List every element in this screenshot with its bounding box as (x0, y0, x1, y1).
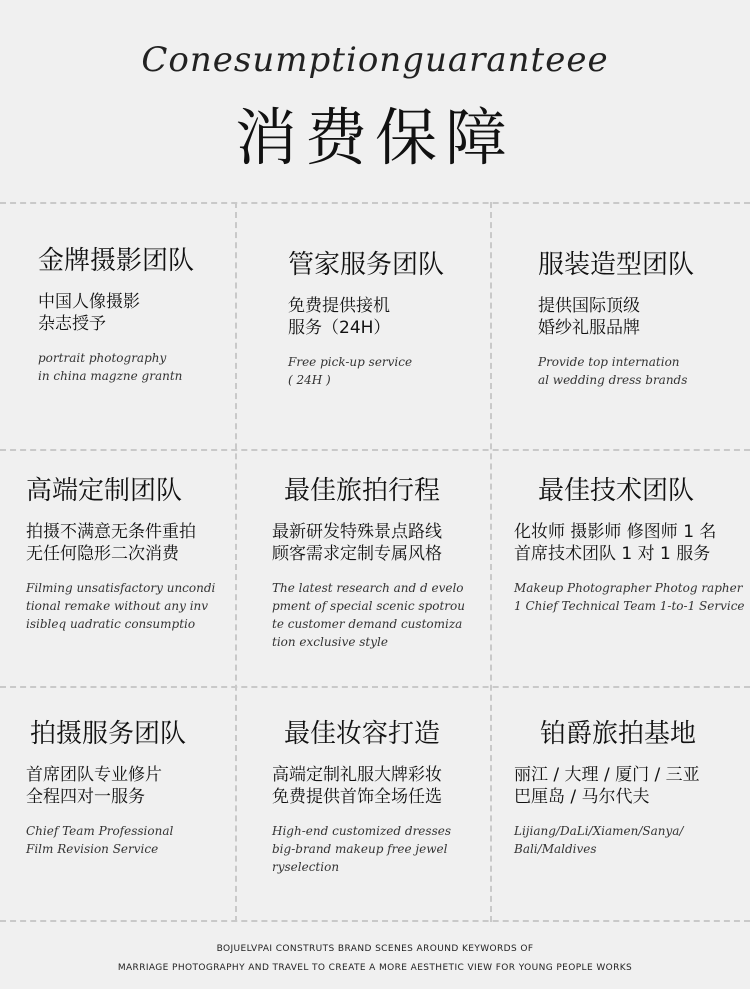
feature-cell-travel-itinerary (272, 470, 465, 651)
cell-title: 高端定制团队 (26, 476, 183, 506)
cell-title: 最佳妆容打造 (284, 719, 441, 749)
feature-cell-technical-team (514, 470, 745, 615)
cell-title: 管家服务团队 (288, 250, 445, 280)
cell-description-zh: 化妆师 摄影师 修图师 1 名 首席技术团队 1 对 1 服务 (514, 522, 717, 564)
cell-description-en: portrait photography in china magzne grantn (38, 351, 183, 383)
feature-cell-custom-team (26, 470, 215, 633)
cell-description-zh: 首席团队专业修片 全程四对一服务 (26, 765, 162, 807)
cell-description-en: High-end customized dresses big-brand makeup free jewel ryselection (272, 824, 451, 874)
grid-divider (0, 920, 750, 922)
cell-description-en: Chief Team Professional Film Revision Service (26, 824, 174, 856)
grid-divider (0, 686, 750, 688)
cell-description-zh: 提供国际顶级 婚纱礼服品牌 (538, 296, 640, 338)
cell-description-en: Lijiang/DaLi/Xiamen/Sanya/ Bali/Maldives (514, 824, 684, 856)
cell-title: 最佳技术团队 (538, 476, 695, 506)
cell-description-zh: 免费提供接机 服务（24H） (288, 296, 391, 338)
cell-description-zh: 拍摄不满意无条件重拍 无任何隐形二次消费 (26, 522, 196, 564)
cell-description-zh: 高端定制礼服大牌彩妆 免费提供首饰全场任选 (272, 765, 442, 807)
cell-description-en: Free pick-up service ( 24H ) (288, 355, 413, 387)
grid-divider (0, 449, 750, 451)
cell-description-zh: 中国人像摄影 杂志授予 (38, 292, 140, 334)
cell-title: 最佳旅拍行程 (284, 476, 441, 506)
grid-divider (235, 202, 237, 922)
cell-description-zh: 丽江 / 大理 / 厦门 / 三亚 巴厘岛 / 马尔代夫 (514, 765, 700, 807)
cell-description-en: The latest research and d evelo pment of special scenic spotrou te customer demand customiza tion exclusive style (272, 581, 465, 649)
cell-title: 服装造型团队 (538, 250, 695, 280)
footer-text: MARRIAGE PHOTOGRAPHY AND TRAVEL TO CREATE A MORE AESTHETIC VIEW FOR YOUNG PEOPLE WORKS (117, 963, 633, 973)
feature-cell-styling-team (538, 244, 694, 389)
page-title: 消费保障 (234, 101, 515, 174)
grid-divider (490, 202, 492, 922)
cell-description-en: Provide top internation al wedding dress brands (538, 355, 688, 387)
feature-cell-gold-photography-team (38, 240, 194, 385)
feature-cell-travel-bases (514, 713, 700, 858)
cell-description-en: Filming unsatisfactory uncondi tional remake without any inv isibleq uadratic consumptio (26, 581, 216, 631)
cell-description-zh: 最新研发特殊景点路线 顾客需求定制专属风格 (272, 522, 442, 564)
feature-cell-makeup (272, 713, 451, 876)
cell-title: 铂爵旅拍基地 (540, 719, 697, 749)
footer-text: BOJUELVPAI CONSTRUTS BRAND SCENES AROUND KEYWORDS OF (216, 944, 534, 954)
grid-divider (0, 202, 750, 204)
feature-cell-shooting-service-team (26, 713, 186, 858)
cell-description-en: Makeup Photographer Photog rapher 1 Chief Technical Team 1-to-1 Service (514, 581, 745, 613)
cell-title: 金牌摄影团队 (38, 246, 195, 276)
english-heading: Conesumptionguaranteee (141, 40, 609, 80)
cell-title: 拍摄服务团队 (30, 719, 187, 749)
feature-cell-butler-service-team (288, 244, 444, 389)
